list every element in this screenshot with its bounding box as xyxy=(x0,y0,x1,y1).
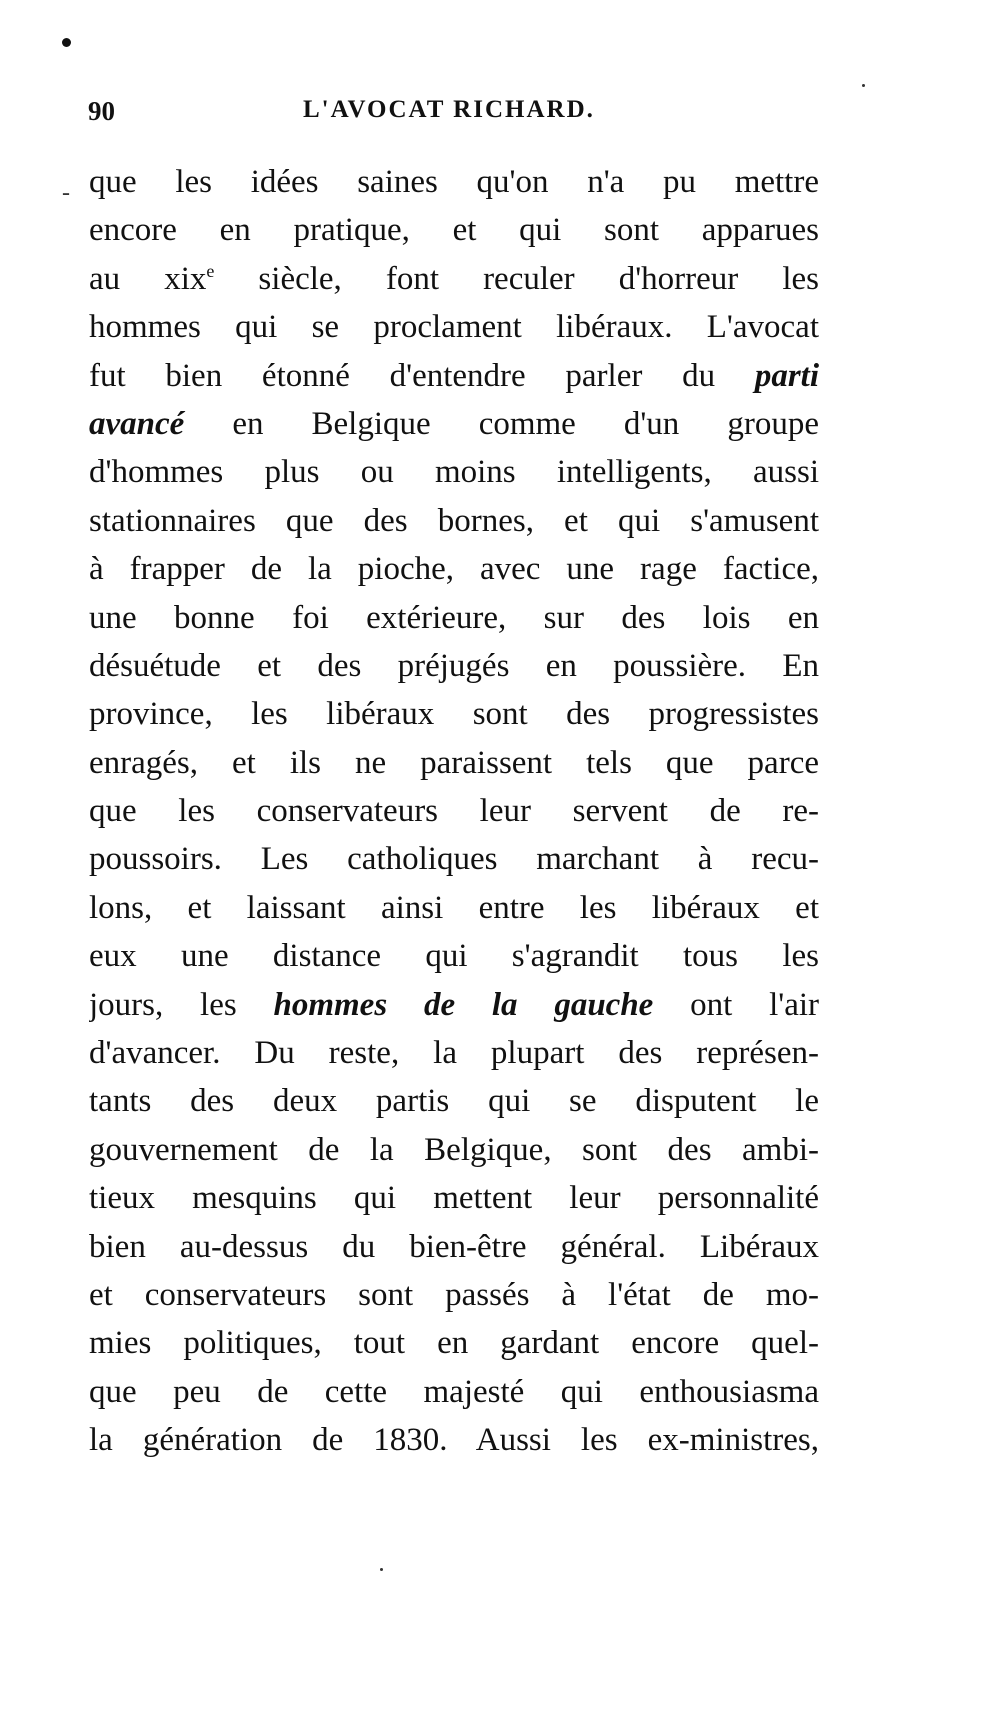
text-line xyxy=(89,400,819,448)
text-segment: au xix xyxy=(89,260,207,297)
text-segment: fut bien étonné d'entendre parler du xyxy=(89,357,755,394)
text-segment: en Belgique comme d'un groupe xyxy=(184,405,819,442)
ink-dot xyxy=(62,38,71,47)
text-line xyxy=(89,1126,819,1174)
page-number: 90 xyxy=(88,96,115,126)
text-line xyxy=(89,1077,819,1125)
text-segment: encore en pratique, et qui sont apparues xyxy=(89,212,819,249)
text-segment: d'avancer. Du reste, la plupart des représen- xyxy=(89,1035,819,1072)
text-line xyxy=(89,497,819,545)
text-line xyxy=(89,158,819,206)
text-line xyxy=(89,1174,819,1222)
text-segment: ont l'air xyxy=(653,986,819,1023)
italic-phrase: hommes de la gauche xyxy=(273,986,654,1023)
text-line xyxy=(89,642,819,690)
superscript: e xyxy=(206,260,215,281)
text-line xyxy=(89,1029,819,1077)
text-segment: et conservateurs sont passés à l'état de mo- xyxy=(89,1276,819,1313)
margin-dash: - xyxy=(62,180,70,206)
text-segment: jours, les xyxy=(89,986,274,1023)
text-line xyxy=(89,690,819,738)
body-text xyxy=(89,158,819,1465)
text-line xyxy=(89,739,819,787)
text-line xyxy=(89,545,819,593)
italic-phrase: avancé xyxy=(89,405,185,442)
text-line xyxy=(89,1223,819,1271)
running-title: L'AVOCAT RICHARD. xyxy=(303,96,595,123)
text-line xyxy=(89,303,819,351)
text-segment: que les idées saines qu'on n'a pu mettre xyxy=(89,164,819,200)
text-segment: stationnaires que des bornes, et qui s'amusent xyxy=(89,502,819,539)
text-line xyxy=(89,981,819,1029)
text-line xyxy=(89,448,819,496)
text-line xyxy=(89,1416,819,1464)
text-line xyxy=(89,932,819,980)
text-segment: tieux mesquins qui mettent leur personnalité xyxy=(89,1180,819,1217)
text-segment: eux une distance qui s'agrandit tous les xyxy=(89,938,819,975)
text-segment: province, les libéraux sont des progressistes xyxy=(89,696,819,733)
text-line xyxy=(89,787,819,835)
text-segment: hommes qui se proclament libéraux. L'avocat xyxy=(89,309,819,346)
text-segment: lons, et laissant ainsi entre les libéraux et xyxy=(89,889,819,926)
ink-speck xyxy=(380,1568,383,1571)
text-segment: bien au-dessus du bien-être général. Libéraux xyxy=(89,1228,819,1265)
text-segment: une bonne foi extérieure, sur des lois en xyxy=(89,599,819,636)
text-segment: enragés, et ils ne paraissent tels que parce xyxy=(89,744,819,781)
text-segment: siècle, font reculer d'horreur les xyxy=(214,260,819,297)
text-line xyxy=(89,594,819,642)
text-line xyxy=(89,1368,819,1416)
text-segment: poussoirs. Les catholiques marchant à recu- xyxy=(89,841,819,878)
text-segment: tants des deux partis qui se disputent le xyxy=(89,1083,819,1120)
text-segment: désuétude et des préjugés en poussière. En xyxy=(89,647,819,684)
text-segment: d'hommes plus ou moins intelligents, aussi xyxy=(89,454,819,491)
text-segment: que les conservateurs leur servent de re- xyxy=(89,793,819,830)
text-line xyxy=(89,352,819,400)
text-segment: mies politiques, tout en gardant encore quel- xyxy=(89,1325,819,1362)
ink-speck xyxy=(862,84,865,87)
text-line xyxy=(89,835,819,883)
italic-phrase: parti xyxy=(754,357,819,394)
text-segment: à frapper de la pioche, avec une rage factice, xyxy=(89,551,819,588)
text-line xyxy=(89,1271,819,1319)
text-segment: la génération de 1830. Aussi les ex-ministres, xyxy=(89,1422,819,1459)
text-line xyxy=(89,884,819,932)
text-line xyxy=(89,1319,819,1367)
text-segment: que peu de cette majesté qui enthousiasma xyxy=(89,1373,819,1410)
text-line xyxy=(89,206,819,254)
text-line xyxy=(89,255,819,303)
text-segment: gouvernement de la Belgique, sont des ambi- xyxy=(89,1131,819,1168)
page-header xyxy=(88,96,828,136)
